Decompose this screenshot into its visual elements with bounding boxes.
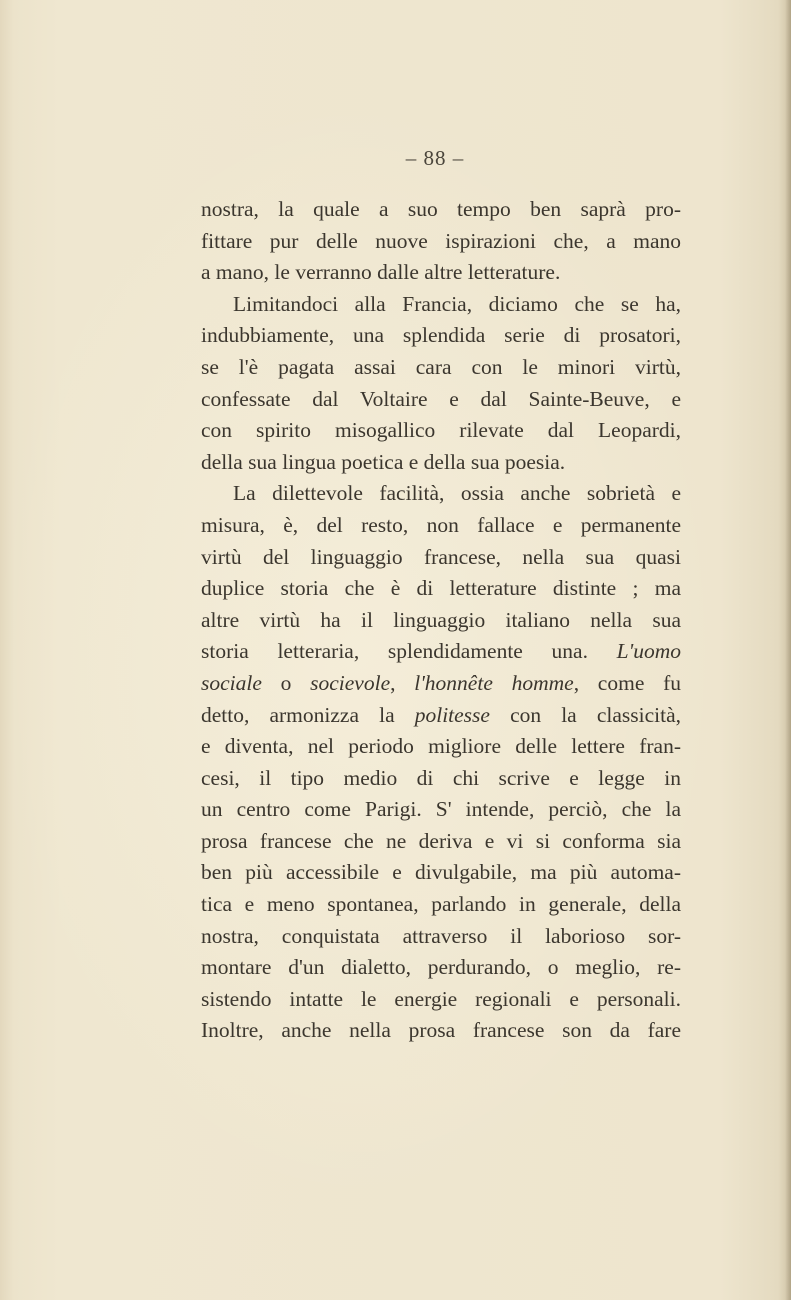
text-segment: tica e meno spontanea, parlando in generale, della [201, 892, 681, 917]
text-segment: misura, è, del resto, non fallace e permanente [201, 512, 681, 537]
text-line [201, 763, 681, 795]
text-line [201, 700, 681, 732]
text-segment: cesi, il tipo medio di chi scrive e legge in [201, 765, 681, 790]
text-segment: , [390, 670, 415, 695]
text-segment: a mano, le verranno dalle altre letterature. [201, 260, 561, 285]
text-segment: un centro come Parigi. S' intende, perciò, che la [201, 797, 681, 822]
italic-text: L'uomo [616, 639, 681, 664]
text-segment: detto, armonizza la [201, 702, 415, 727]
text-segment: confessate dal Voltaire e dal Sainte-Beuve, e [201, 386, 681, 411]
italic-text: socievole [310, 670, 391, 695]
text-line [201, 226, 681, 258]
text-segment: virtù del linguaggio francese, nella sua quasi [201, 544, 681, 569]
text-line [201, 857, 681, 889]
text-segment: prosa francese che ne deriva e vi si conforma sia [201, 828, 681, 853]
text-line [201, 889, 681, 921]
text-line [201, 289, 681, 321]
text-segment: se l'è pagata assai cara con le minori virtù, [201, 354, 681, 379]
text-line [201, 384, 681, 416]
text-segment: , come fu [573, 670, 682, 695]
text-line [201, 984, 681, 1016]
text-segment: fittare pur delle nuove ispirazioni che, a mano [201, 228, 681, 253]
text-line [201, 731, 681, 763]
italic-text: politesse [414, 702, 490, 727]
italic-text: sociale [201, 670, 262, 695]
text-segment: ben più accessibile e divulgabile, ma più automa- [201, 860, 681, 885]
text-segment: La dilettevole facilità, ossia anche sobrietà e [233, 481, 681, 506]
text-line [201, 605, 681, 637]
italic-text: l'honnête homme [414, 670, 574, 695]
text-segment: duplice storia che è di letterature distinte ; ma [201, 576, 681, 601]
text-segment: storia letteraria, splendidamente una. [201, 639, 617, 664]
text-segment: sistendo intatte le energie regionali e personali. [201, 986, 681, 1011]
text-line [201, 573, 681, 605]
text-segment: e diventa, nel periodo migliore delle lettere fran- [201, 734, 681, 759]
text-line [201, 794, 681, 826]
text-segment: Inoltre, anche nella prosa francese son da fare [201, 1018, 681, 1043]
body-text [201, 194, 681, 1047]
text-segment: altre virtù ha il linguaggio italiano nella sua [201, 607, 681, 632]
text-segment: nostra, la quale a suo tempo ben saprà pro- [201, 197, 681, 221]
text-line [201, 257, 681, 289]
text-segment: della sua lingua poetica e della sua poesia. [201, 449, 566, 474]
text-segment: montare d'un dialetto, perdurando, o meglio, re- [201, 955, 681, 980]
text-segment: nostra, conquistata attraverso il laborioso sor- [201, 923, 681, 948]
text-segment: con la classicità, [489, 702, 681, 727]
text-line [201, 352, 681, 384]
text-line [201, 510, 681, 542]
text-segment: indubbiamente, una splendida serie di prosatori, [201, 323, 681, 348]
text-line [201, 636, 681, 668]
text-segment: con spirito misogallico rilevate dal Leopardi, [201, 418, 681, 443]
text-line [201, 542, 681, 574]
text-line [201, 194, 681, 226]
text-line [201, 668, 681, 700]
text-line [201, 952, 681, 984]
text-line [201, 447, 681, 479]
text-line [201, 921, 681, 953]
text-line [201, 826, 681, 858]
text-segment: Limitandoci alla Francia, diciamo che se ha, [233, 291, 681, 316]
text-line [201, 320, 681, 352]
text-segment: o [261, 670, 311, 695]
text-line [201, 1015, 681, 1047]
text-line [201, 478, 681, 510]
page-number: – 88 – [405, 146, 465, 170]
page-edge-shadow [785, 0, 791, 1300]
text-line [201, 415, 681, 447]
